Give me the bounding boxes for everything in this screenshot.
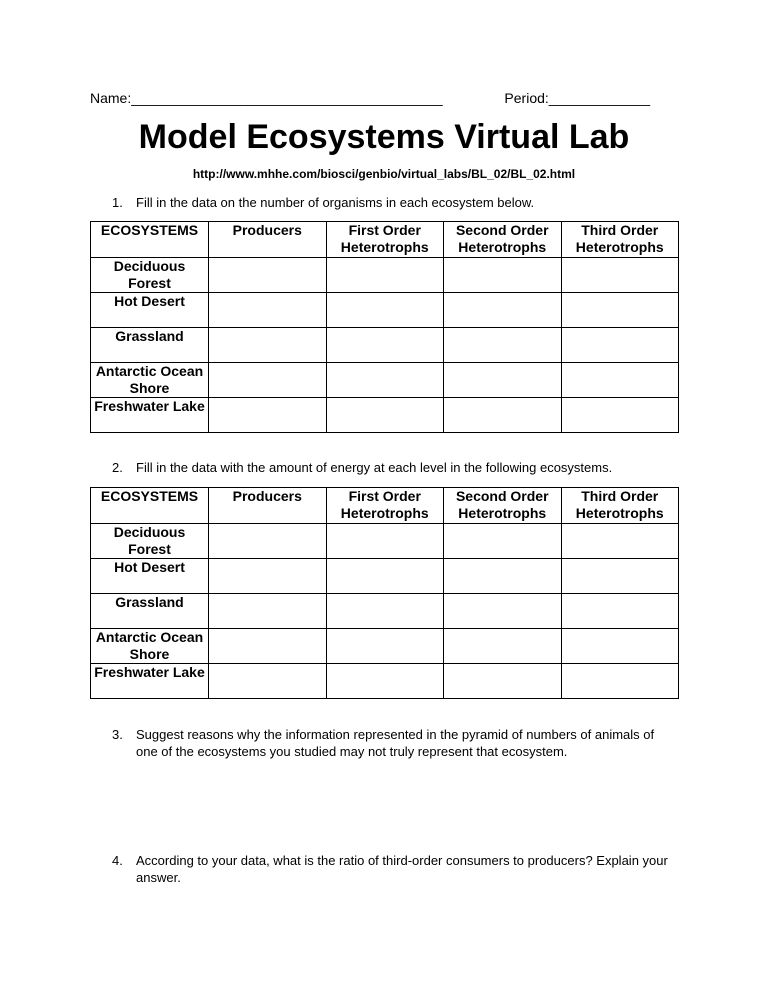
answer-cell[interactable]	[561, 559, 679, 594]
question-number: 4.	[112, 853, 123, 868]
answer-cell[interactable]	[561, 398, 679, 433]
column-header: ECOSYSTEMS	[91, 488, 209, 524]
answer-cell[interactable]	[209, 664, 327, 699]
answer-cell[interactable]	[561, 594, 679, 629]
period-field[interactable]: Period:_____________	[504, 90, 650, 106]
answer-cell[interactable]	[444, 398, 562, 433]
answer-cell[interactable]	[444, 524, 562, 559]
table-row	[91, 559, 679, 594]
row-label: Hot Desert	[91, 293, 209, 328]
table-row	[91, 363, 679, 398]
answer-cell[interactable]	[561, 629, 679, 664]
answer-cell[interactable]	[209, 258, 327, 293]
table-row	[91, 594, 679, 629]
answer-cell[interactable]	[209, 293, 327, 328]
row-label: Grassland	[91, 594, 209, 629]
answer-cell[interactable]	[561, 363, 679, 398]
answer-cell[interactable]	[444, 629, 562, 664]
column-header: Producers	[209, 488, 327, 524]
answer-cell[interactable]	[444, 293, 562, 328]
answer-cell[interactable]	[326, 629, 444, 664]
answer-cell[interactable]	[444, 664, 562, 699]
column-header: First Order Heterotrophs	[326, 488, 444, 524]
answer-cell[interactable]	[561, 664, 679, 699]
question-4	[112, 852, 678, 886]
row-label: Freshwater Lake	[91, 664, 209, 699]
answer-cell[interactable]	[326, 398, 444, 433]
answer-cell[interactable]	[209, 398, 327, 433]
answer-cell[interactable]	[561, 293, 679, 328]
question-number: 2.	[112, 460, 123, 475]
row-label: Antarctic Ocean Shore	[91, 629, 209, 664]
column-header: Second Order Heterotrophs	[444, 488, 562, 524]
row-label: Antarctic Ocean Shore	[91, 363, 209, 398]
column-header: First Order Heterotrophs	[326, 222, 444, 258]
question-1	[112, 194, 678, 211]
column-header: ECOSYSTEMS	[91, 222, 209, 258]
row-label: Deciduous Forest	[91, 258, 209, 293]
answer-cell[interactable]	[326, 258, 444, 293]
question-2	[112, 459, 678, 476]
question-text: Fill in the data with the amount of energy at each level in the following ecosystems.	[136, 460, 613, 475]
row-label: Freshwater Lake	[91, 398, 209, 433]
answer-cell[interactable]	[561, 328, 679, 363]
answer-cell[interactable]	[326, 524, 444, 559]
table-header-row	[91, 488, 679, 524]
column-header: Producers	[209, 222, 327, 258]
answer-cell[interactable]	[209, 559, 327, 594]
question-number: 3.	[112, 727, 123, 742]
lab-url: http://www.mhhe.com/biosci/genbio/virtual_labs/BL_02/BL_02.html	[192, 167, 576, 181]
answer-cell[interactable]	[561, 258, 679, 293]
table-row	[91, 293, 679, 328]
question-text: Suggest reasons why the information represented in the pyramid of numbers of animals of one of the ecosystems you studied may not truly represent that ecosystem.	[136, 727, 655, 759]
table-row	[91, 629, 679, 664]
table-row	[91, 258, 679, 293]
column-header: Third Order Heterotrophs	[561, 222, 679, 258]
question-number: 1.	[112, 195, 123, 210]
question-3	[112, 726, 678, 760]
answer-cell[interactable]	[326, 664, 444, 699]
table-row	[91, 328, 679, 363]
page-title: Model Ecosystems Virtual Lab	[138, 118, 630, 156]
row-label: Deciduous Forest	[91, 524, 209, 559]
answer-cell[interactable]	[444, 363, 562, 398]
answer-cell[interactable]	[326, 559, 444, 594]
row-label: Hot Desert	[91, 559, 209, 594]
answer-cell[interactable]	[444, 559, 562, 594]
answer-cell[interactable]	[209, 524, 327, 559]
table-row	[91, 664, 679, 699]
answer-cell[interactable]	[326, 363, 444, 398]
table-row	[91, 524, 679, 559]
row-label: Grassland	[91, 328, 209, 363]
answer-cell[interactable]	[444, 328, 562, 363]
answer-cell[interactable]	[444, 258, 562, 293]
table-header-row	[91, 222, 679, 258]
answer-cell[interactable]	[326, 328, 444, 363]
answer-cell[interactable]	[209, 363, 327, 398]
question-text: Fill in the data on the number of organisms in each ecosystem below.	[136, 195, 535, 210]
column-header: Second Order Heterotrophs	[444, 222, 562, 258]
answer-cell[interactable]	[209, 328, 327, 363]
header-line	[90, 90, 650, 106]
answer-cell[interactable]	[561, 524, 679, 559]
organism-count-table	[90, 221, 679, 433]
column-header: Third Order Heterotrophs	[561, 488, 679, 524]
answer-cell[interactable]	[209, 594, 327, 629]
question-text: According to your data, what is the ratio of third-order consumers to producers? Explain your answer.	[136, 853, 668, 885]
table-row	[91, 398, 679, 433]
energy-level-table	[90, 487, 679, 699]
answer-cell[interactable]	[209, 629, 327, 664]
name-field[interactable]: Name:________________________________________	[90, 90, 443, 106]
answer-cell[interactable]	[326, 594, 444, 629]
answer-cell[interactable]	[444, 594, 562, 629]
answer-cell[interactable]	[326, 293, 444, 328]
